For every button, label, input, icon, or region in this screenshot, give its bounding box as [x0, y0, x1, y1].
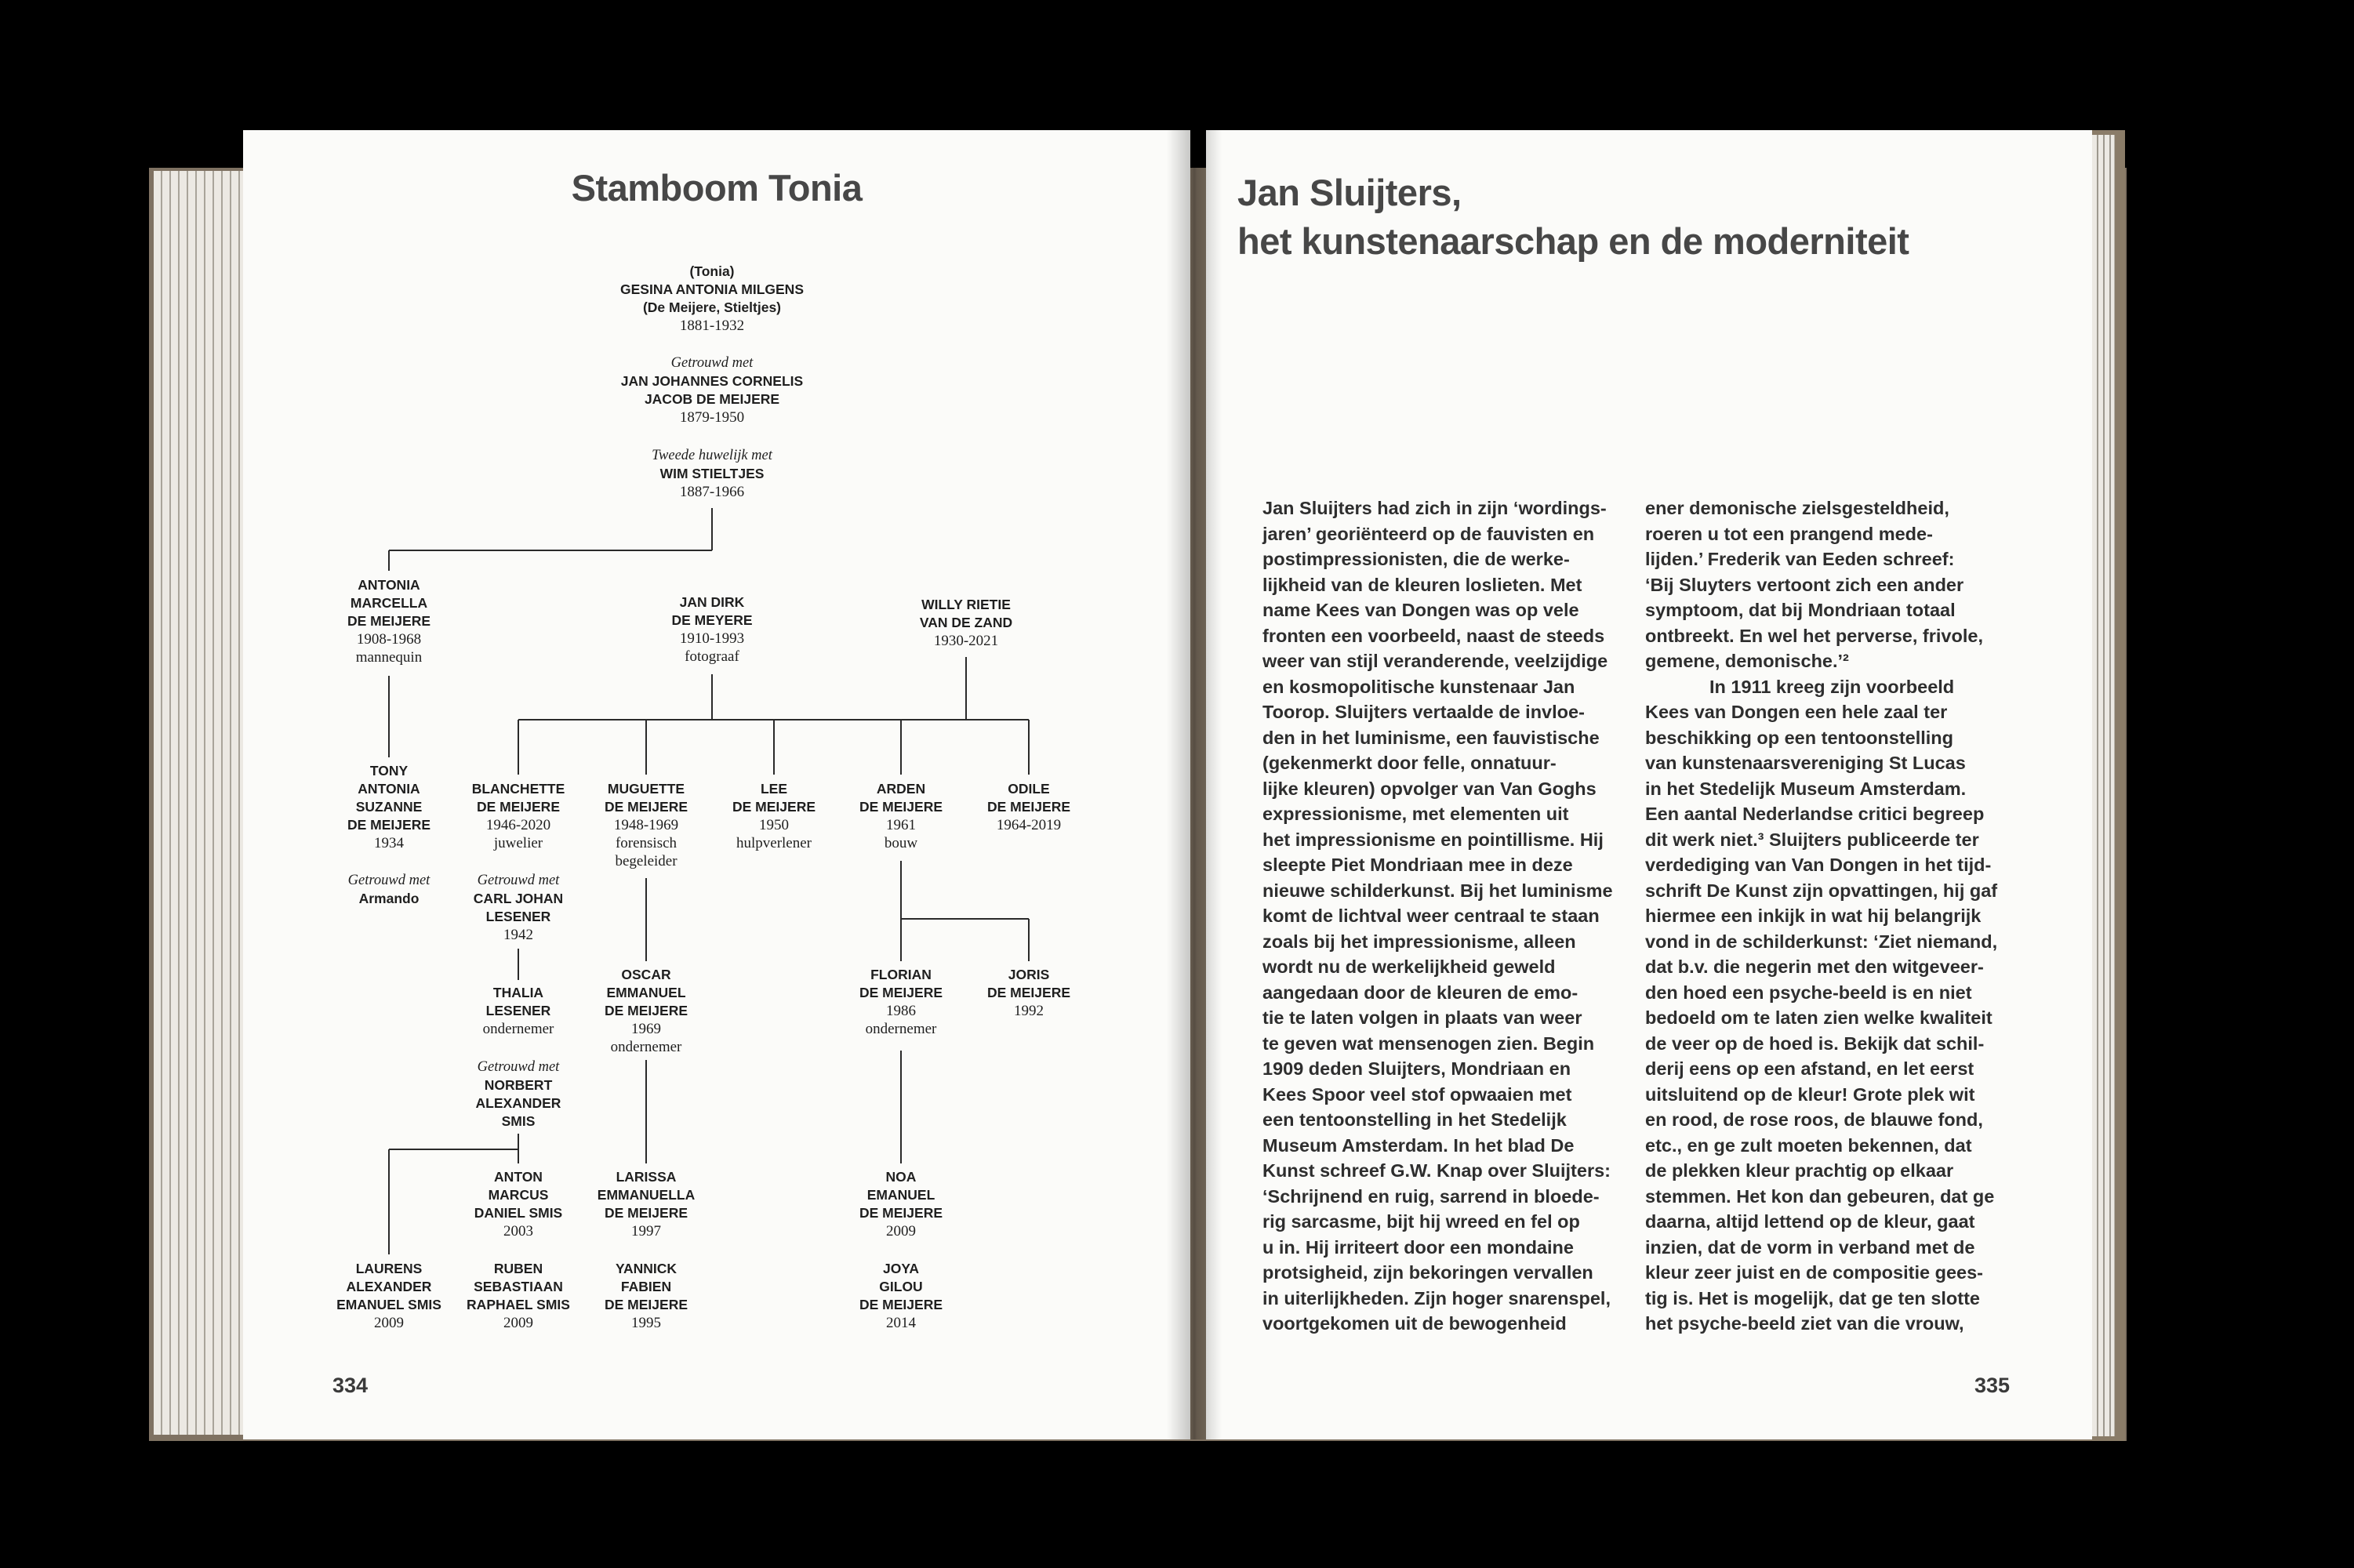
person-detail-line: 2009	[503, 1315, 533, 1331]
person-detail-line: 1964-2019	[996, 817, 1062, 833]
text-line: voortgekomen uit de bewogenheid	[1262, 1313, 1567, 1334]
person-detail-line: 1887-1966	[679, 484, 745, 500]
person-detail-line: 1930-2021	[933, 633, 999, 649]
text-line: in uiterlijkheden. Zijn hoger snarenspel,	[1262, 1287, 1611, 1308]
person-tonia	[620, 263, 804, 335]
text-line: nieuwe schilderkunst. Bij het luminisme	[1262, 880, 1613, 901]
person-name-line: ANTONIA	[358, 781, 420, 797]
person-name-line: DE MEIJERE	[605, 1003, 688, 1018]
text-line: ener demonische zielsgesteldheid,	[1645, 498, 1949, 518]
person-oscar	[605, 966, 688, 1056]
text-line: Kees Spoor veel stof opwaaien met	[1262, 1083, 1572, 1105]
text-line: rig sarcasme, bijt hij wreed en fel op	[1262, 1211, 1580, 1232]
person-name-line: VAN DE ZAND	[919, 615, 1013, 630]
person-name-line: DE MEIJERE	[476, 799, 560, 815]
person-yannick	[605, 1260, 688, 1332]
person-antonia	[347, 576, 430, 666]
person-detail-line: 1879-1950	[679, 409, 745, 426]
person-detail-line: 1948-1969	[613, 817, 679, 833]
page-number-right: 335	[1974, 1374, 2011, 1397]
text-line: roeren u tot een prangend mede-	[1645, 523, 1933, 544]
person-name-line: MARCELLA	[350, 595, 428, 611]
text-line: protsigheid, zijn bekoringen vervallen	[1262, 1262, 1593, 1283]
person-name-line: WILLY RIETIE	[921, 597, 1011, 612]
person-detail-line: 1934	[374, 835, 404, 851]
person-detail-line: fotograaf	[685, 648, 739, 665]
person-ruben	[467, 1260, 570, 1332]
chapter-title-line-2: het kunstenaarschap en de moderniteit	[1237, 220, 1909, 262]
person-name-line: EMMANUEL	[606, 985, 686, 1000]
person-name-line: DE MEIJERE	[859, 985, 943, 1000]
text-line: het psyche-beeld ziet van die vrouw,	[1645, 1313, 1964, 1334]
person-name-line: THALIA	[492, 985, 544, 1000]
text-line: daarna, altijd lettend op de kleur, gaat	[1645, 1211, 1975, 1232]
text-line: u in. Hij irriteert door een mondaine	[1262, 1236, 1574, 1258]
text-line: beschikking op een tentoonstelling	[1645, 727, 1954, 748]
person-detail-line: 1997	[631, 1223, 661, 1240]
text-line: Jan Sluijters had zich in zijn ‘wordings-	[1262, 498, 1607, 518]
person-blanchette	[472, 780, 565, 852]
person-name-line: FABIEN	[620, 1279, 672, 1294]
person-detail-line: ondernemer	[482, 1021, 554, 1037]
person-name-line: EMANUEL	[866, 1187, 935, 1203]
person-name-line: WIM STIELTJES	[659, 466, 765, 481]
person-name-line: TONY	[369, 763, 409, 779]
person-detail-line: 1986	[886, 1003, 916, 1019]
chapter-title-line-1: Jan Sluijters,	[1237, 172, 1462, 213]
person-name-line: JAN DIRK	[679, 594, 745, 610]
person-willy	[920, 596, 1012, 650]
person-name-line: DE MEIJERE	[347, 613, 430, 629]
text-line: te geven wat mensenogen zien. Begin	[1262, 1033, 1595, 1054]
text-line: hiermee een inkijk in wat hij belangrijk	[1645, 906, 1982, 926]
relation-label: Getrouwd met	[477, 1059, 560, 1075]
person-name-line: (Tonia)	[689, 263, 735, 279]
person-detail-line: ondernemer	[865, 1021, 937, 1037]
person-detail-line: juwelier	[493, 835, 543, 851]
relation-label: Getrouwd met	[347, 873, 430, 888]
page-number-left: 334	[332, 1374, 369, 1397]
text-line: aangedaan door de kleuren de emo-	[1262, 982, 1578, 1003]
person-name-line: ALEXANDER	[346, 1279, 432, 1294]
text-line: schrift De Kunst zijn opvattingen, hij gaf	[1645, 880, 1998, 901]
person-name-line: LAURENS	[355, 1261, 423, 1276]
person-name-line: ODILE	[1008, 781, 1050, 797]
person-detail-line: 2009	[886, 1223, 916, 1240]
person-joris	[987, 966, 1070, 1020]
text-line: lijden.’ Frederik van Eeden schreef:	[1645, 549, 1955, 569]
person-lee	[732, 780, 816, 852]
person-name-line: DE MEIJERE	[859, 799, 943, 815]
person-jan-dirk	[671, 593, 752, 666]
person-name-line: SMIS	[501, 1113, 536, 1129]
person-joya	[859, 1260, 943, 1332]
text-line: den hoed een psyche-beeld is en niet	[1645, 982, 1972, 1003]
text-line: bedoeld om te laten zien welke kwaliteit	[1645, 1007, 1993, 1028]
person-jan-johannes	[621, 354, 803, 426]
person-name-line: DE MEIJERE	[987, 985, 1070, 1000]
person-name-line: DE MEYERE	[671, 612, 753, 628]
text-line: de plekken kleur prachtig op elkaar	[1645, 1160, 1954, 1181]
text-line: het impressionisme en pointillisme. Hij	[1262, 829, 1604, 850]
text-line: In 1911 kreeg zijn voorbeeld	[1709, 676, 1955, 697]
text-line: komt de lichtval weer centraal te staan	[1262, 906, 1600, 926]
text-line: dat b.v. die negerin met den witgeveer-	[1645, 956, 1984, 977]
person-name-line: OSCAR	[621, 967, 671, 982]
person-norbert	[476, 1058, 561, 1131]
person-detail-line: ondernemer	[610, 1039, 682, 1055]
family-tree-title: Stamboom Tonia	[571, 167, 863, 209]
text-line: Museum Amsterdam. In het blad De	[1262, 1134, 1575, 1156]
text-line: postimpressionisten, die de werke-	[1262, 549, 1570, 569]
person-name-line: EMANUEL SMIS	[336, 1297, 441, 1312]
text-line: fronten een voorbeeld, naast de steeds	[1262, 625, 1605, 646]
person-detail-line: hulpverlener	[736, 835, 812, 851]
person-name-line: NORBERT	[484, 1077, 553, 1093]
text-line: en kosmopolitische kunstenaar Jan	[1262, 676, 1575, 697]
text-line: stemmen. Het kon dan gebeuren, dat ge	[1645, 1185, 1995, 1207]
relation-label: Tweede huwelijk met	[652, 448, 772, 463]
person-name-line: FLORIAN	[870, 967, 932, 982]
person-name-line: MARCUS	[488, 1187, 549, 1203]
person-name-line: ALEXANDER	[475, 1095, 561, 1111]
person-name-line: YANNICK	[615, 1261, 678, 1276]
person-detail-line: mannequin	[355, 649, 423, 666]
text-line: kleur zeer juist en de compositie gees-	[1645, 1262, 1983, 1283]
person-detail-line: bouw	[884, 835, 918, 851]
person-name-line: SUZANNE	[355, 799, 423, 815]
text-line: etc., en ge zult moeten bekennen, dat	[1645, 1134, 1972, 1156]
text-line: Een aantal Nederlandse critici begreep	[1645, 804, 1985, 824]
text-line: vond in de schilderkunst: ‘Ziet niemand,	[1645, 931, 1998, 952]
person-detail-line: 1992	[1014, 1003, 1044, 1019]
person-name-line: DE MEIJERE	[605, 1205, 688, 1221]
text-line: name Kees van Dongen was op vele	[1262, 600, 1579, 620]
text-line: uitsluitend op de kleur! Grote plek wit	[1645, 1083, 1975, 1105]
text-line: dit werk niet.³ Sluijters publiceerde ter	[1645, 829, 1979, 850]
text-line: Kees van Dongen een hele zaal ter	[1645, 702, 1948, 722]
person-detail-line: 1995	[631, 1315, 661, 1331]
person-laurens	[336, 1260, 441, 1332]
text-line: zoals bij het impressionisme, alleen	[1262, 931, 1576, 952]
person-detail-line: 2009	[373, 1315, 404, 1331]
person-name-line: DANIEL SMIS	[474, 1205, 563, 1221]
person-anton	[474, 1168, 562, 1240]
person-detail-line: 1881-1932	[679, 318, 745, 334]
text-line: de veer op de hoed is. Bekijk dat schil-	[1645, 1033, 1985, 1054]
text-line: expressionisme, met elementen uit	[1262, 804, 1569, 824]
person-name-line: BLANCHETTE	[471, 781, 565, 797]
text-line: ontbreekt. En wel het perverse, frivole,	[1645, 625, 1983, 646]
person-name-line: ANTONIA	[358, 577, 420, 593]
person-larissa	[598, 1168, 695, 1240]
person-name-line: DE MEIJERE	[605, 799, 688, 815]
text-line: weer van stijl veranderende, veelzijdige	[1262, 651, 1608, 671]
text-line: van kunstenaarsvereniging St Lucas	[1645, 753, 1966, 773]
person-name-line: JACOB DE MEIJERE	[644, 391, 780, 407]
person-odile	[987, 780, 1070, 834]
text-line: jaren’ georiënteerd op de fauvisten en	[1262, 523, 1595, 544]
text-column-2	[1645, 495, 1997, 1337]
person-name-line: GESINA ANTONIA MILGENS	[620, 281, 804, 297]
person-name-line: DE MEIJERE	[347, 817, 430, 833]
person-name-line: DE MEIJERE	[987, 799, 1070, 815]
person-detail-line: 1969	[631, 1021, 661, 1037]
person-name-line: (De Meijere, Stieltjes)	[642, 299, 782, 315]
text-line: ‘Schrijnend en ruig, sarrend in bloede-	[1262, 1185, 1600, 1207]
relation-label: Getrouwd met	[477, 873, 560, 888]
text-line: gemene, demonische.’²	[1645, 651, 1849, 671]
person-name-line: JOYA	[882, 1261, 920, 1276]
text-line: inzien, dat de vorm in verband met de	[1645, 1236, 1975, 1258]
person-name-line: LESENER	[485, 909, 551, 924]
person-name-line: LARISSA	[616, 1169, 677, 1185]
person-thalia	[483, 984, 554, 1038]
person-name-line: Armando	[358, 891, 420, 906]
text-line: tig is. Het is mogelijk, dat ge ten slotte	[1645, 1287, 1980, 1308]
person-name-line: ANTON	[494, 1169, 543, 1185]
text-line: 1909 deden Sluijters, Mondriaan en	[1262, 1058, 1571, 1079]
person-detail-line: 2003	[503, 1223, 533, 1240]
person-name-line: MUGUETTE	[607, 781, 685, 797]
person-florian	[859, 966, 943, 1038]
chapter-title	[1237, 169, 1909, 266]
relation-label: Getrouwd met	[670, 355, 754, 371]
person-name-line: ARDEN	[876, 781, 926, 797]
text-line: een tentoonstelling in het Stedelijk	[1262, 1109, 1567, 1130]
text-line: tie te laten volgen in plaats van weer	[1262, 1007, 1582, 1028]
person-name-line: JAN JOHANNES CORNELIS	[620, 373, 804, 389]
person-detail-line: forensisch	[615, 835, 678, 851]
text-line: sleepte Piet Mondriaan mee in deze	[1262, 855, 1573, 875]
text-line: in het Stedelijk Museum Amsterdam.	[1645, 778, 1967, 799]
text-line: verdediging van Van Dongen in het tijd-	[1645, 855, 1992, 875]
person-name-line: SEBASTIAAN	[474, 1279, 563, 1294]
text-line: den in het luminisme, een fauvistische	[1262, 727, 1600, 748]
person-tony	[347, 762, 430, 852]
text-line: (gekenmerkt door felle, onnatuur-	[1262, 753, 1557, 773]
text-line: lijkheid van de kleuren loslieten. Met	[1262, 574, 1582, 595]
person-name-line: RAPHAEL SMIS	[467, 1297, 570, 1312]
text-line: en rood, de rose roos, de blauwe fond,	[1645, 1109, 1983, 1130]
text-line: ‘Bij Sluyters vertoont zich een ander	[1645, 574, 1964, 595]
text-line: symptoom, dat bij Mondriaan totaal	[1645, 600, 1956, 620]
text-line: Toorop. Sluijters vertaalde de invloe-	[1262, 702, 1585, 722]
person-name-line: LEE	[760, 781, 788, 797]
person-detail-line: begeleider	[615, 853, 678, 869]
person-name-line: CARL JOHAN	[473, 891, 564, 906]
person-detail-line: 1961	[886, 817, 916, 833]
person-name-line: RUBEN	[493, 1261, 543, 1276]
person-name-line: JORIS	[1008, 967, 1050, 982]
person-detail-line: 2014	[886, 1315, 916, 1331]
person-detail-line: 1946-2020	[485, 817, 551, 833]
person-name-line: DE MEIJERE	[859, 1205, 943, 1221]
person-detail-line: 1908-1968	[356, 631, 422, 648]
text-column-1	[1262, 495, 1613, 1337]
text-line: wordt nu de werkelijkheid geweld	[1262, 956, 1556, 977]
person-detail-line: 1942	[503, 927, 533, 943]
person-detail-line: 1910-1993	[679, 630, 745, 647]
person-noa	[859, 1168, 943, 1240]
person-muguette	[605, 780, 688, 870]
person-name-line: DE MEIJERE	[605, 1297, 688, 1312]
person-detail-line: 1950	[759, 817, 789, 833]
person-tony-spouse	[348, 872, 430, 908]
person-wim	[652, 447, 772, 501]
person-name-line: EMMANUELLA	[597, 1187, 696, 1203]
person-name-line: DE MEIJERE	[859, 1297, 943, 1312]
person-carl	[474, 872, 563, 944]
person-name-line: LESENER	[485, 1003, 551, 1018]
person-name-line: GILOU	[879, 1279, 923, 1294]
text-line: lijke kleuren) opvolger van Van Goghs	[1262, 778, 1597, 799]
person-name-line: DE MEIJERE	[732, 799, 816, 815]
text-line: Kunst schreef G.W. Knap over Sluijters:	[1262, 1160, 1611, 1181]
text-line: derij eens op een afstand, en let eerst	[1645, 1058, 1974, 1079]
person-arden	[859, 780, 943, 852]
person-name-line: NOA	[885, 1169, 917, 1185]
